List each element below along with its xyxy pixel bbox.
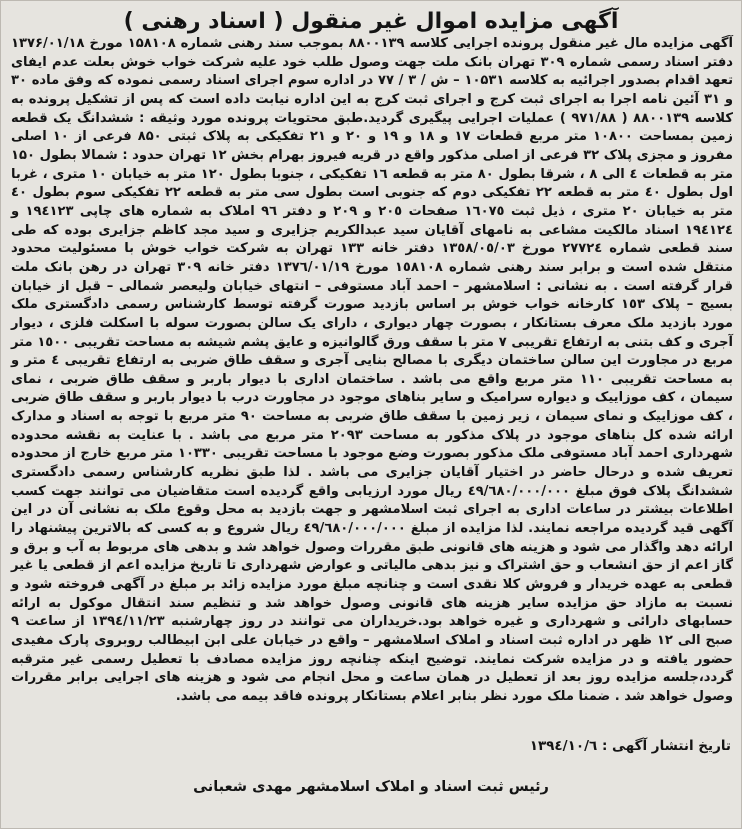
signature: رئیس ثبت اسناد و املاک اسلامشهر مهدی شعبانی xyxy=(193,779,549,795)
notice-title: آگهی مزایده اموال غیر منقول ( اسناد رهنی ) xyxy=(123,9,619,34)
notice-body xyxy=(1,35,741,735)
notice-body-text: آگهی مزایده مال غیر منقول پرونده اجرایی کلاسه ۸۸۰۰۱۳۹ بموجب سند رهنی شماره ۱۵۸۱۰۸ مورخ ۱۳۷۶/۰۱/۱۸ دفتر اسناد رسمی شماره ۳۰۹ تهران بانک ملت جهت وصول طلب خود علیه شرکت خواب خوش بعلت عدم ایفای تعهد اقدام بصدور اجرائیه به کلاسه ۱۰۵۳۱ – ش / ۳ / ۷۷ در اداره سوم اجرای اسناد رسمی نموده که وفق ماده ۳۰ و ۳۱ آئین نامه اجرا به اجرای ثبت کرج و اجرای ثبت کرج به این اداره نیابت داده است که پس از تشکیل پرونده به کلاسه ۸۸۰۰۱۳۹ ( ۹۷۱/۸۸ ) عملیات اجرایی پیگیری گردید.طبق محتویات پرونده مورد وثیقه : ششدانگ یک قطعه زمین بمساحت ۱۰۸۰۰ متر مربع قطعات ۱۷ و ۱۸ و ۱۹ و ۲۰ و ۲۱ تفکیکی به پلاک ثبتی ۸۵۰ فرعی از ۱۰ اصلی مفروز و مجزی پلاک ۳۲ فرعی از اصلی مذکور واقع در قریه فیروز بهرام بخش ۱۲ تهران حدود : شمالا بطول ۱۵۰ متر به قطعات ٤ الی ۸ ، شرقا بطول ۸۰ متر به قطعه ۱٦ تفکیکی ، جنوبا بطول ۱۲۰ متر به خیابان ۱۰ متری ، غربا اول بطول ٤۰ متر به قطعه ۲۲ تفکیکی دوم که جنوبی است بطول سی متر به قطعه ۲۲ تفکیکی سوم بطول ٤۰ متر به خیابان ۲۰ متری ، ذیل ثبت ۱٦۰۷٥ صفحات ۲۰٥ و ۲۰۹ و دفتر ۹٦ املاک به شماره های چاپی ۱۹٤۱۲۳ و ۱۹٤۱۲٤ اسناد مالکیت مشاعی به نامهای آقایان سید عبدالکریم جزایری و سید مجد کاظم جزایری بوده که طی سند قطعی شماره ۲۷۷۲٤ مورخ ۱۳٥۸/۰٥/۰۳ دفتر خانه ۱۳۳ تهران به شرکت خواب خوش با مسئولیت محدود منتقل شده است و برابر سند رهنی شماره ۱٥۸۱۰۸ مورخ ۱۳۷٦/۰۱/۱۹ دفتر خانه ۳۰۹ تهران در رهن بانک ملت قرار گرفته است . به نشانی : اسلامشهر – احمد آباد مستوفی – انتهای خیابان ولیعصر شمالی – قبل از خیابان بسیج – پلاک ۱٥۳ کارخانه خواب خوش بر اساس بازدید صورت گرفته توسط کارشناس رسمی دادگستری ملک مورد بازدید ملک معرف بستانکار ، بصورت چهار دیواری ، دارای یک سالن بصورت سوله با اسکلت فلزی ، دیوار آجری و کف بتنی به ارتفاع تقریبی ۷ متر با سقف ورق گالوانیزه و عایق پشم شیشه به مساحت تقریبی ۱٥۰۰ متر مربع در مجاورت این سالن ساختمان دیگری با مصالح بنایی آجری و سقف طاق ضربی به ارتفاع تقریبی ٤ متر و به مساحت تقریبی ۱۱۰ متر مربع واقع می باشد . ساختمان اداری با دیوار باربر و سقف طاق ضربی ، نمای سیمان ، کف موزاییک و دیواره سرامیک و سایر بناهای موجود در مجاورت درب با دیوار باربر و سقف طاق ضربی ، کف موزاییک و نمای سیمان ، زیر زمین با سقف طاق ضربی به مساحت ۹۰ متر مربع با توجه به اسناد و مدارک ارائه شده کل بناهای موجود در پلاک مذکور به مساحت ۲۰۹۳ متر مربع می باشد . با عنایت به نقشه محدوده شهرداری احمد آباد مستوفی ملک مذکور بصورت وضع موجود با مساحت تقریبی ۱۰۳۳۰ متر مربع خارج از محدوده تعریف شده و درحال حاضر در اختیار آقایان جزایری می باشد . لذا طبق نظریه کارشناس رسمی دادگستری ششدانگ پلاک فوق مبلغ ٤۹/٦۸۰/۰۰۰/۰۰۰ ریال مورد ارزیابی واقع گردیده است متقاضیان می توانند جهت کسب اطلاعات بیشتر در ساعات اداری به اجرای ثبت اسلامشهر و جهت بازدید به محل وقوع ملک به نشانی آن در این آگهی قید گردیده مراجعه نمایند. لذا مزایده از مبلغ ٤۹/٦۸۰/۰۰۰/۰۰۰ ریال شروع و به کسی که بالاترین پیشنهاد را ارائه دهد واگذار می شود و هزینه های قانونی طبق مقررات وصول خواهد شد و بدهی های مربوط به آب و برق و گاز اعم از حق انشعاب و حق اشتراک و نیز بدهی مالیاتی و عوارض شهرداری تا تاریخ مزایده اعم از قطعی یا غیر قطعی به عهده خریدار و فروش کلا نقدی است و چنانچه مبلغ مورد مزایده زائد بر مبلغ در آگهی فروخته شود و نسبت به مازاد حق مزایده سایر هزینه های قانونی وصول خواهد شد و تنظیم سند انتقال موکول به ارائه حسابهای دارائی و شهرداری و غیره خواهد بود.خریداران می توانند در روز چهارشنبه ۱۳۹٤/۱۱/۲۳ از ساعت ۹ صبح الی ۱۲ ظهر در اداره ثبت اسناد و املاک اسلامشهر – واقع در خیابان علی ابن ابیطالب روبروی پارک مفیدی حضور یافته و در مزایده شرکت نمایند. توضیح اینکه چنانچه روز مزایده مصادف با تعطیل رسمی غیر مترقبه گردد،جلسه مزایده روز بعد از تعطیل در همان ساعت و محل انجام می شود و هزینه های اجرایی برابر مقررات وصول خواهد شد . ضمنا ملک مورد نظر بنابر اعلام بستانکار پرونده فاقد بیمه می باشد. xyxy=(11,36,734,704)
publication-date: تاریخ انتشار آگهی : ۱۳۹٤/۱۰/٦ xyxy=(529,738,731,754)
